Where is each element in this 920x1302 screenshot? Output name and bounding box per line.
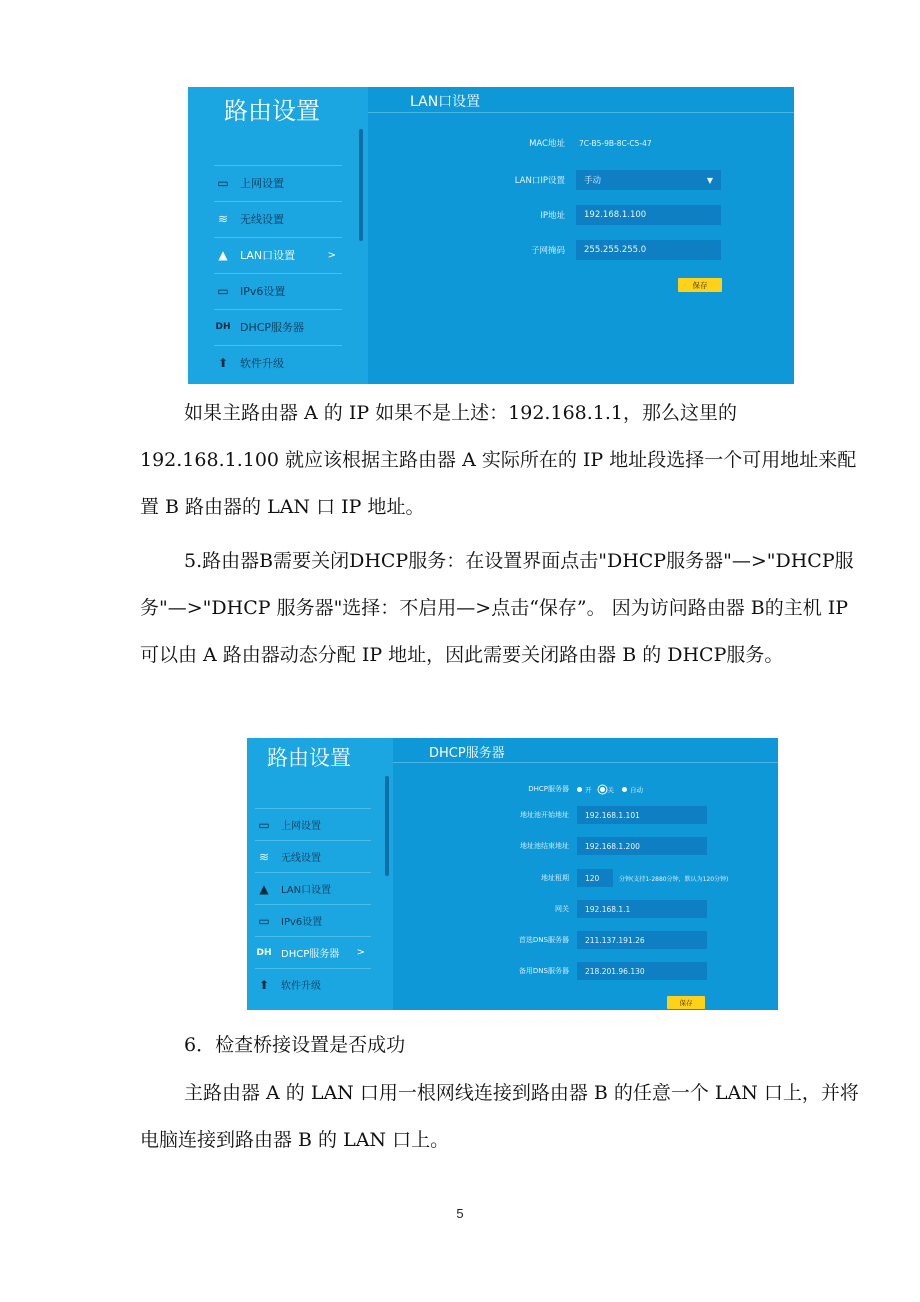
pool-end-input[interactable]: [577, 837, 707, 855]
radio-label: 关: [607, 785, 614, 794]
sidebar-title: 路由设置: [267, 746, 351, 770]
sidebar-item-label: DHCP服务器: [281, 949, 340, 960]
mac-value: 7C-B5-9B-8C-C5-47: [579, 138, 652, 148]
wifi-icon: ≋: [258, 849, 270, 864]
gateway-value: 192.168.1.1: [585, 904, 631, 914]
sidebar-item-label: 无线设置: [281, 853, 321, 864]
pool-end-row: [467, 837, 707, 855]
page-number: 5: [456, 1206, 464, 1221]
sidebar-item-wireless[interactable]: [255, 840, 371, 872]
paragraph-ip-note: 如果主路由器 A 的 IP 如果不是上述：192.168.1.1，那么这里的 192.168.1.100 就应该根据主路由器 A 实际所在的 IP 地址段选择一个可用地址来配置 B 路由器的 LAN 口 IP 地址。: [140, 402, 857, 518]
sidebar-item-internet[interactable]: [214, 165, 342, 200]
dhcp-toggle-row: [467, 784, 651, 794]
paragraph-check-bridge: 主路由器 A 的 LAN 口用一根网线连接到路由器 B 的任意一个 LAN 口上，并将电脑连接到路由器 B 的 LAN 口上。: [140, 1082, 859, 1151]
save-button[interactable]: 保存: [667, 996, 705, 1009]
sidebar-item-upgrade[interactable]: [255, 968, 371, 1000]
screenshot-lan-settings: [188, 87, 794, 384]
sidebar-item-label: 软件升级: [281, 981, 321, 992]
dns2-value: 218.201.96.130: [585, 966, 645, 976]
pool-start-value: 192.168.1.101: [585, 810, 640, 820]
lease-row: [467, 869, 728, 887]
sidebar-item-dhcp[interactable]: [214, 309, 342, 344]
ip-address-value: 192.168.1.100: [584, 210, 647, 220]
screenshot-dhcp-server: [247, 738, 778, 1010]
laptop-icon: ▭: [258, 817, 270, 832]
lease-label: 地址租期: [541, 874, 569, 882]
dhcp-radio-off[interactable]: [600, 785, 615, 794]
radio-dot: [577, 787, 582, 792]
lease-input[interactable]: [577, 869, 613, 887]
dhcp-radio-auto[interactable]: [622, 785, 643, 794]
dhcp-icon: DH: [256, 947, 272, 958]
sidebar-scrollbar[interactable]: [385, 776, 389, 876]
pool-start-row: [467, 806, 707, 824]
sidebar: [188, 87, 368, 384]
dns1-input[interactable]: [577, 931, 707, 949]
dns2-input[interactable]: [577, 962, 707, 980]
laptop-icon: ▭: [217, 284, 229, 298]
sidebar-item-lan[interactable]: [255, 872, 371, 904]
paragraph-disable-dhcp: 5.路由器B需要关闭DHCP服务：在设置界面点击"DHCP服务器"—>"DHCP服务"—>"DHCP 服务器"选择：不启用—>点击“保存”。 因为访问路由器 B的主机 IP 可以由 A 路由器动态分配 IP 地址，因此需要关闭路由器 B 的 DHCP服务。: [140, 550, 854, 666]
chevron-right-icon: >: [327, 249, 336, 261]
dns2-label: 备用DNS服务器: [518, 967, 569, 975]
dhcp-icon: DH: [215, 322, 231, 332]
sidebar-item-ipv6[interactable]: [255, 904, 371, 936]
content-divider: [393, 762, 778, 763]
mask-row: [468, 240, 721, 260]
sidebar-item-label: IPv6设置: [240, 285, 286, 298]
sidebar-item-internet[interactable]: [255, 808, 371, 840]
dhcp-radio-on[interactable]: [577, 785, 592, 794]
router-icon: ▲: [218, 248, 228, 262]
gateway-row: [467, 900, 707, 918]
sidebar: [247, 738, 393, 1010]
upload-icon: ⬆: [258, 977, 270, 992]
sidebar-item-label: 上网设置: [281, 821, 321, 832]
sidebar-item-upgrade[interactable]: [214, 345, 342, 380]
ip-label: IP地址: [540, 211, 565, 221]
router-icon: ▲: [259, 881, 269, 896]
pool-start-input[interactable]: [577, 806, 707, 824]
radio-label: 自动: [630, 785, 643, 794]
wifi-icon: ≋: [217, 212, 229, 226]
sidebar-scrollbar[interactable]: [359, 129, 363, 241]
sidebar-item-wireless[interactable]: [214, 201, 342, 236]
sidebar-item-label: 软件升级: [240, 357, 284, 370]
mask-label: 子网掩码: [530, 246, 565, 256]
sidebar-item-label: 无线设置: [240, 213, 284, 226]
sidebar-item-dhcp[interactable]: [255, 936, 371, 968]
dns2-row: [467, 962, 707, 980]
content-title: DHCP服务器: [429, 746, 505, 761]
ip-mode-value: 手动: [584, 176, 602, 186]
lease-value: 120: [585, 873, 600, 883]
subnet-mask-value: 255.255.255.0: [584, 245, 647, 255]
ip-mode-select[interactable]: [576, 170, 721, 190]
dns1-label: 首选DNS服务器: [518, 936, 569, 944]
sidebar-title: 路由设置: [224, 97, 320, 125]
radio-label: 开: [585, 785, 592, 794]
pool-end-label: 地址池结束地址: [520, 842, 569, 850]
ip-address-input[interactable]: [576, 205, 721, 225]
sidebar-item-label: LAN口设置: [240, 249, 296, 262]
ip-mode-label: LAN口IP设置: [514, 176, 565, 186]
subnet-mask-input[interactable]: [576, 240, 721, 260]
sidebar-item-label: DHCP服务器: [240, 321, 305, 334]
dhcp-label: DHCP服务器: [528, 785, 569, 793]
pool-end-value: 192.168.1.200: [585, 841, 640, 851]
content-divider: [368, 112, 794, 113]
upload-icon: ⬆: [217, 356, 229, 370]
dhcp-radio-group: [577, 785, 651, 794]
sidebar-item-label: IPv6设置: [281, 917, 323, 928]
lease-hint: 分钟(支持1-2880分钟，默认为120分钟): [619, 875, 729, 883]
sidebar-item-ipv6[interactable]: [214, 273, 342, 308]
sidebar-item-label: 上网设置: [240, 177, 284, 190]
sidebar-item-label: LAN口设置: [281, 885, 332, 896]
save-button[interactable]: 保存: [678, 278, 722, 292]
chevron-right-icon: >: [356, 947, 365, 958]
mac-row: [468, 137, 652, 149]
mac-label: MAC地址: [529, 139, 565, 149]
radio-dot-selected: [600, 787, 605, 792]
content-title: LAN口设置: [410, 94, 481, 110]
sidebar-item-lan[interactable]: [214, 237, 342, 272]
gateway-input[interactable]: [577, 900, 707, 918]
laptop-icon: ▭: [258, 913, 270, 928]
dns1-value: 211.137.191.26: [585, 935, 645, 945]
laptop-icon: ▭: [217, 176, 229, 190]
radio-dot: [622, 787, 627, 792]
gateway-label: 网关: [555, 905, 569, 913]
dns1-row: [467, 931, 707, 949]
chevron-down-icon: ▼: [706, 175, 713, 185]
ip-row: [468, 205, 721, 225]
pool-start-label: 地址池开始地址: [520, 811, 569, 819]
ip-mode-row: [468, 170, 721, 190]
section-heading: 6．检查桥接设置是否成功: [184, 1034, 406, 1056]
